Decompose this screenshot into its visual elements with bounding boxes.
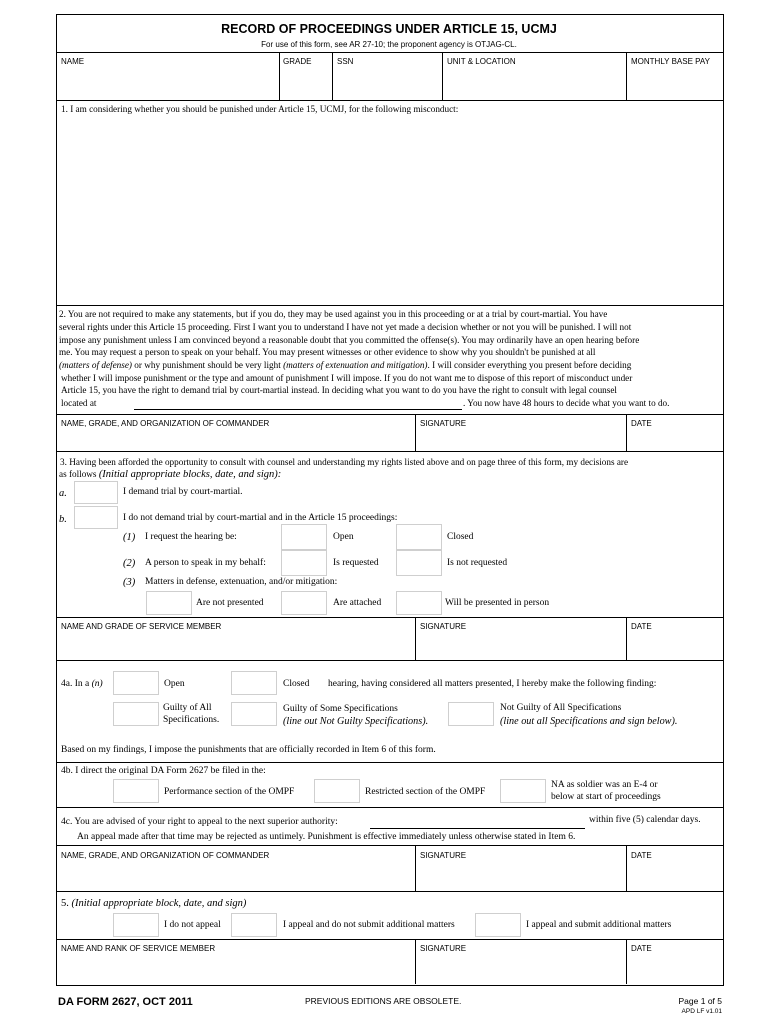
form-title: RECORD OF PROCEEDINGS UNDER ARTICLE 15, UCMJ [221, 22, 557, 36]
appeal-no-submit-label: I appeal and do not submit additional matters [283, 920, 455, 930]
item5-num: 5. [61, 898, 72, 909]
item3-line2-start: as follows [59, 469, 99, 479]
ssn-field[interactable] [334, 68, 440, 98]
version-label: APD LF v1.01 [681, 1008, 722, 1015]
item4c-within: within five (5) calendar days. [589, 815, 701, 825]
item4a-hearing-text: hearing, having considered all matters presented, I hereby make the following finding: [328, 679, 657, 689]
item3b-label: b. [59, 514, 67, 525]
commander-name-field[interactable] [58, 430, 412, 449]
finding-open-label: Open [164, 679, 185, 689]
appeal-submit-box[interactable] [475, 913, 521, 937]
commander2-date-label: DATE [631, 851, 652, 860]
item3-line1: 3. Having been afforded the opportunity to consult with counsel and understanding my rights listed above and on page three of this form, my decisions are [60, 457, 629, 467]
rule [56, 762, 723, 763]
na-line2: below at start of proceedings [551, 792, 661, 802]
rule [332, 52, 333, 100]
item2-line7: Article 15, you have the right to demand trial by court-martial instead. In deciding what you want to do you have the right to consult with legal counsel [61, 385, 617, 395]
rule [626, 939, 627, 984]
not-guilty-line2: (line out all Specifications and sign below). [500, 716, 678, 727]
item2-line4: me. You may request a person to speak on your behalf. You may present witnesses or other evidence to show why you shouldn't be punished at all [59, 347, 596, 357]
item2-line1: 2. You are not required to make any statements, but if you do, they may be used against you in this proceeding or at a trial by court-martial. You have [59, 309, 608, 319]
restricted-section-label: Restricted section of the OMPF [365, 787, 486, 797]
member2-date-label: DATE [631, 944, 652, 953]
item3-line2 [59, 468, 281, 482]
na-box[interactable] [500, 779, 546, 803]
commander2-signature-field[interactable] [417, 862, 623, 889]
superior-authority-line [370, 828, 585, 829]
na-line1: NA as soldier was an E-4 or [551, 780, 658, 790]
item5-instruction: (Initial appropriate block, date, and sign) [71, 898, 247, 909]
form-number: DA FORM 2627, OCT 2011 [58, 996, 193, 1008]
item4a-prefix-text: 4a. In a [61, 679, 92, 689]
guilty-all-box[interactable] [113, 702, 159, 726]
rule [415, 845, 416, 891]
member-name-field[interactable] [58, 633, 412, 658]
matters-attached-label: Are attached [333, 598, 382, 608]
item2-line8-end: . You now have 48 hours to decide what you want to do. [463, 398, 670, 408]
item4a-n: (n) [91, 679, 103, 689]
item2-line5 [59, 359, 631, 372]
item4b-text: 4b. I direct the original DA Form 2627 be filed in the: [61, 766, 266, 776]
counsel-location-line [134, 409, 462, 410]
speaker-not-requested-label: Is not requested [447, 558, 508, 568]
item2-line2: several rights under this Article 15 proceeding. First I want you to understand I have not yet made a decision whether or not you will be punished. I will not [59, 322, 632, 332]
item2-line3: impose any punishment unless I am convinced beyond a reasonable doubt that you committed the offense(s). You may ordinarily have an open hearing before [59, 335, 640, 345]
rule [279, 52, 280, 100]
commander-name-label: NAME, GRADE, AND ORGANIZATION OF COMMANDER [61, 419, 270, 428]
guilty-all-line2: Specifications. [163, 715, 220, 725]
item4a-based-text: Based on my findings, I impose the punishments that are officially recorded in Item 6 of this form. [61, 745, 436, 755]
performance-section-box[interactable] [113, 779, 159, 803]
matters-in-person-label: Will be presented in person [445, 598, 550, 608]
member-signature-field[interactable] [417, 633, 623, 658]
member-date-label: DATE [631, 622, 652, 631]
unit-field[interactable] [444, 68, 624, 98]
item3b1-num: (1) [123, 532, 136, 543]
item3b-text: I do not demand trial by court-martial and in the Article 15 proceedings: [123, 513, 398, 523]
rule [626, 845, 627, 891]
item2-line6: whether I will impose punishment or the type and amount of punishment I will impose. If you do not want me to dispose of this report of misconduct under [61, 373, 633, 383]
rule [626, 414, 627, 451]
commander-date-label: DATE [631, 419, 652, 428]
item4c-text: 4c. You are advised of your right to appeal to the next superior authority: [61, 817, 338, 827]
rule [415, 414, 416, 451]
no-appeal-box[interactable] [113, 913, 159, 937]
unit-label: UNIT & LOCATION [447, 57, 516, 66]
matters-not-presented-label: Are not presented [196, 598, 264, 608]
rule [56, 660, 723, 661]
rule [56, 305, 723, 306]
performance-section-label: Performance section of the OMPF [164, 787, 295, 797]
item3b3-text: Matters in defense, extenuation, and/or mitigation: [145, 577, 338, 587]
rule [56, 617, 723, 618]
hearing-open-box[interactable] [281, 524, 327, 550]
item2-line5-end: . I will consider everything you present before deciding [427, 360, 632, 370]
rule [415, 617, 416, 660]
obsolete-notice: PREVIOUS EDITIONS ARE OBSOLETE. [305, 996, 462, 1006]
item3a-text: I demand trial by court-martial. [123, 487, 243, 497]
rule [56, 100, 723, 101]
hearing-closed-label: Closed [447, 532, 474, 542]
item3b3-num: (3) [123, 577, 136, 588]
ssn-label: SSN [337, 57, 354, 66]
guilty-some-box[interactable] [231, 702, 277, 726]
rule [56, 451, 723, 452]
item1-text: 1. I am considering whether you should be punished under Article 15, UCMJ, for the following misconduct: [61, 104, 459, 114]
matters-attached-box[interactable] [281, 591, 327, 615]
rule [626, 52, 627, 100]
restricted-section-box[interactable] [314, 779, 360, 803]
member2-signature-label: SIGNATURE [420, 944, 467, 953]
hearing-closed-box[interactable] [396, 524, 442, 550]
commander-date-field[interactable] [628, 430, 720, 449]
matters-of-extenuation: (matters of extenuation and mitigation) [283, 360, 428, 370]
commander2-name-field[interactable] [58, 862, 412, 889]
rule [442, 52, 443, 100]
item3a-label: a. [59, 488, 67, 499]
item3b2-text: A person to speak in my behalf: [145, 558, 266, 568]
misconduct-field[interactable] [58, 118, 720, 303]
commander2-date-field[interactable] [628, 862, 720, 889]
rule [56, 807, 723, 808]
pay-label: MONTHLY BASE PAY [631, 57, 710, 66]
commander-signature-label: SIGNATURE [420, 419, 467, 428]
item2-line5-mid: or why punishment should be very light [131, 360, 284, 370]
speaker-requested-label: Is requested [333, 558, 379, 568]
finding-open-box[interactable] [113, 671, 159, 695]
commander2-name-label: NAME, GRADE, AND ORGANIZATION OF COMMANDER [61, 851, 270, 860]
counsel-location-field[interactable] [134, 396, 462, 409]
commander2-signature-label: SIGNATURE [420, 851, 467, 860]
member-date-field[interactable] [628, 633, 720, 658]
grade-field[interactable] [281, 68, 330, 98]
not-guilty-line1: Not Guilty of All Specifications [500, 703, 622, 713]
superior-authority-field[interactable] [370, 815, 585, 828]
member2-name-label: NAME AND RANK OF SERVICE MEMBER [61, 944, 216, 953]
guilty-all-line1: Guilty of All [163, 703, 212, 713]
item3-instruction: (Initial appropriate blocks, date, and sign): [98, 469, 282, 480]
hearing-open-label: Open [333, 532, 354, 542]
guilty-some-line1: Guilty of Some Specifications [283, 704, 398, 714]
finding-closed-box[interactable] [231, 671, 277, 695]
matters-not-presented-box[interactable] [146, 591, 192, 615]
pay-field[interactable] [628, 68, 720, 98]
item3b1-text: I request the hearing be: [145, 532, 237, 542]
appeal-submit-label: I appeal and submit additional matters [526, 920, 672, 930]
name-field[interactable] [58, 68, 276, 98]
rule [56, 891, 723, 892]
item4a-prefix [61, 679, 103, 689]
member-name-label: NAME AND GRADE OF SERVICE MEMBER [61, 622, 222, 631]
item2-line8-label: located at [61, 398, 97, 408]
rule [56, 414, 723, 415]
matters-in-person-box[interactable] [396, 591, 442, 615]
rule [56, 52, 723, 53]
finding-closed-label: Closed [283, 679, 310, 689]
rule [56, 939, 723, 940]
page-number: Page 1 of 5 [678, 996, 722, 1006]
commander-signature-field[interactable] [417, 430, 623, 449]
rule [56, 845, 723, 846]
name-label: NAME [61, 57, 85, 66]
item3b-initial-box[interactable] [74, 506, 118, 529]
rule [626, 617, 627, 660]
item3b2-num: (2) [123, 558, 136, 569]
member2-name-field[interactable] [58, 955, 412, 982]
item5-header [61, 898, 246, 909]
item4c-line2: An appeal made after that time may be rejected as untimely. Punishment is effective immediately unless otherwise stated in Item 6. [77, 832, 576, 842]
matters-of-defense: (matters of defense) [59, 360, 132, 370]
item3a-initial-box[interactable] [74, 481, 118, 504]
no-appeal-label: I do not appeal [164, 920, 221, 930]
not-guilty-box[interactable] [448, 702, 494, 726]
grade-label: GRADE [283, 57, 312, 66]
speaker-requested-box[interactable] [281, 550, 327, 576]
rule [415, 939, 416, 984]
member2-date-field[interactable] [628, 955, 720, 982]
appeal-no-submit-box[interactable] [231, 913, 277, 937]
member2-signature-field[interactable] [417, 955, 623, 982]
member-signature-label: SIGNATURE [420, 622, 467, 631]
speaker-not-requested-box[interactable] [396, 550, 442, 576]
form-subtitle: For use of this form, see AR 27-10; the proponent agency is OTJAG-CL. [261, 40, 517, 49]
guilty-some-line2: (line out Not Guilty Specifications). [283, 716, 429, 727]
